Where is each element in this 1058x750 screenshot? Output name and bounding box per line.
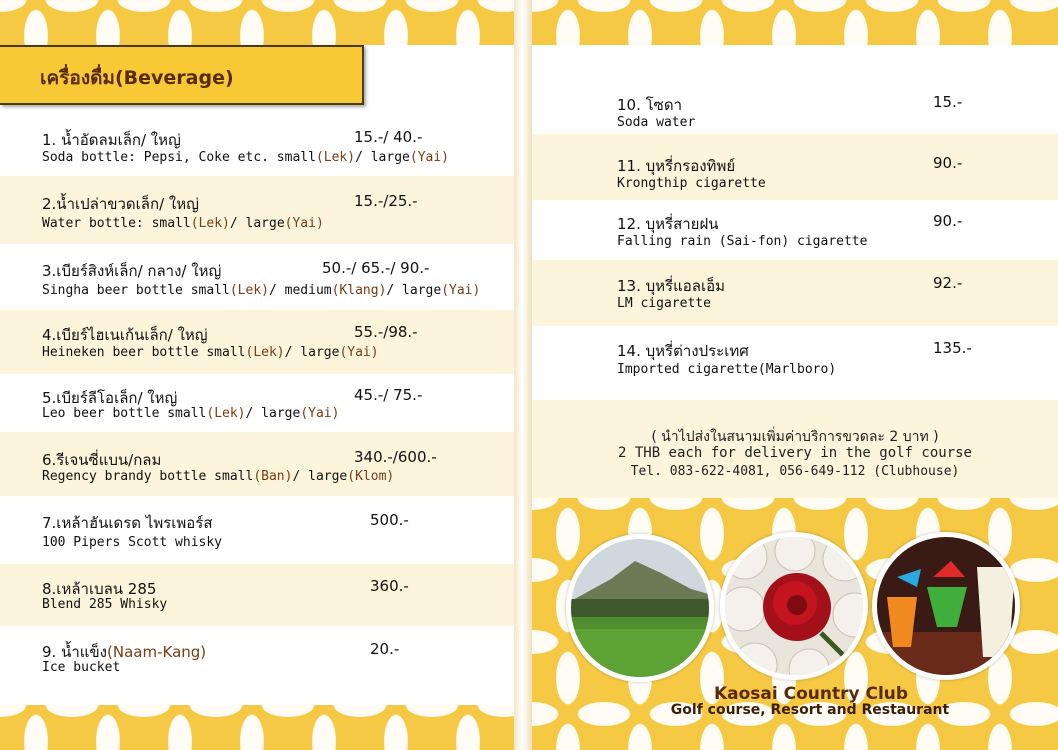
cigarette-item-title: 12. บุหรี่สายฝน [617,215,719,233]
club-name: Kaosai Country Club [713,684,909,704]
beverage-item-title: 8.เหล้าเบลน 285 [42,580,157,598]
club-tagline: Golf course, Resort and Restaurant [670,702,950,718]
page-spine [514,0,532,750]
beverage-item-price: 20.- [370,640,400,658]
beverage-header [0,45,364,105]
beverage-item-price: 45.-/ 75.- [354,386,423,404]
beverage-item-price: 340.-/600.- [354,448,437,466]
beverage-item-title: 6.รีเจนซี่แบน/กลม [42,451,162,469]
beverage-item-price: 50.-/ 65.-/ 90.- [322,259,430,277]
beverage-item-title: 1. น้ำอัดลมเล็ก/ ใหญ่ [42,131,181,149]
beverage-item-english: Regency brandy bottle small(Ban)/ large(Klom) [42,469,395,484]
beverage-item-english: Blend 285 Whisky [42,597,168,612]
thai-transliteration: (Naam-Kang) [107,643,207,661]
cigarette-item-english: Falling rain (Sai-fon) cigarette [617,234,868,249]
cigarette-item-price: 92.- [933,274,963,292]
beverage-item-price: 360.- [370,577,409,595]
cocktails-photo [872,532,1020,680]
beverage-item-english: Water bottle: small(Lek)/ large(Yai) [42,216,324,231]
cigarette-item-title: 11. บุหรี่กรองทิพย์ [617,157,736,175]
cigarette-item-english: Krongthip cigarette [617,176,766,191]
beverage-item-price: 500.- [370,511,409,529]
beverage-item-title: 5.เบียร์ลีโอเล็ก/ ใหญ่ [42,389,178,407]
cigarette-item-english: Imported cigarette(Marlboro) [617,362,837,377]
beverage-item-title: 7.เหล้าฮันเดรด ไพรเพอร์ส [42,514,213,532]
cigarette-item-english: Soda water [617,115,696,130]
cigarette-item-title: 13. บุหรี่แอลเอ็ม [617,277,725,295]
cigarette-item-price: 15.- [933,93,963,111]
golf-balls-rose-photo [720,532,868,680]
beverage-title: เครื่องดื่ม(Beverage) [40,67,234,89]
beverage-item-title: 9. น้ำแข็ง(Naam-Kang) [42,643,207,661]
beverage-item-english: 100 Pipers Scott whisky [42,535,223,550]
cigarette-item-price: 135.- [933,339,972,357]
beverage-item-title: 4.เบียร์ไฮเนเก้นเล็ก/ ใหญ่ [42,326,208,344]
beverage-item-english: Heineken beer bottle small(Lek)/ large(Yai) [42,345,379,360]
cigarette-item-price: 90.- [933,212,963,230]
delivery-note-thai: ( นำไปส่งในสนามเพิ่มค่าบริการขวดละ 2 บาท ) [651,429,939,445]
beverage-item-english: Singha beer bottle small(Lek)/ medium(Klang)/ large(Yai) [42,283,481,298]
cigarette-item-title: 14. บุหรี่ต่างประเทศ [617,342,749,360]
beverage-item-english: Soda bottle: Pepsi, Coke etc. small(Lek)/ large(Yai) [42,150,450,165]
delivery-note-en: 2 THB each for delivery in the golf course [617,445,972,461]
beverage-item-price: 55.-/98.- [354,323,418,341]
clubhouse-phone: Tel. 083-622-4081, 056-649-112 (Clubhouse) [630,464,960,479]
left-bottom-pattern [0,705,514,750]
rrow-shade-13 [532,260,1058,326]
left-top-pattern [0,0,514,45]
rrow-shade-11 [532,134,1058,200]
cigarette-item-english: LM cigarette [617,296,711,311]
cigarette-item-price: 90.- [933,154,963,172]
beverage-item-title: 3.เบียร์สิงห์เล็ก/ กลาง/ ใหญ่ [42,262,222,280]
golf-course-photo [566,534,714,682]
beverage-item-english: Leo beer bottle small(Lek)/ large(Yai) [42,406,340,421]
beverage-item-english: Ice bucket [42,660,121,675]
beverage-item-title: 2.น้ำเปล่าขวดเล็ก/ ใหญ่ [42,195,199,213]
right-top-pattern [532,0,1058,45]
beverage-item-price: 15.-/25.- [354,192,418,210]
beverage-item-price: 15.-/ 40.- [354,128,423,146]
cigarette-item-title: 10. โซดา [617,96,683,114]
